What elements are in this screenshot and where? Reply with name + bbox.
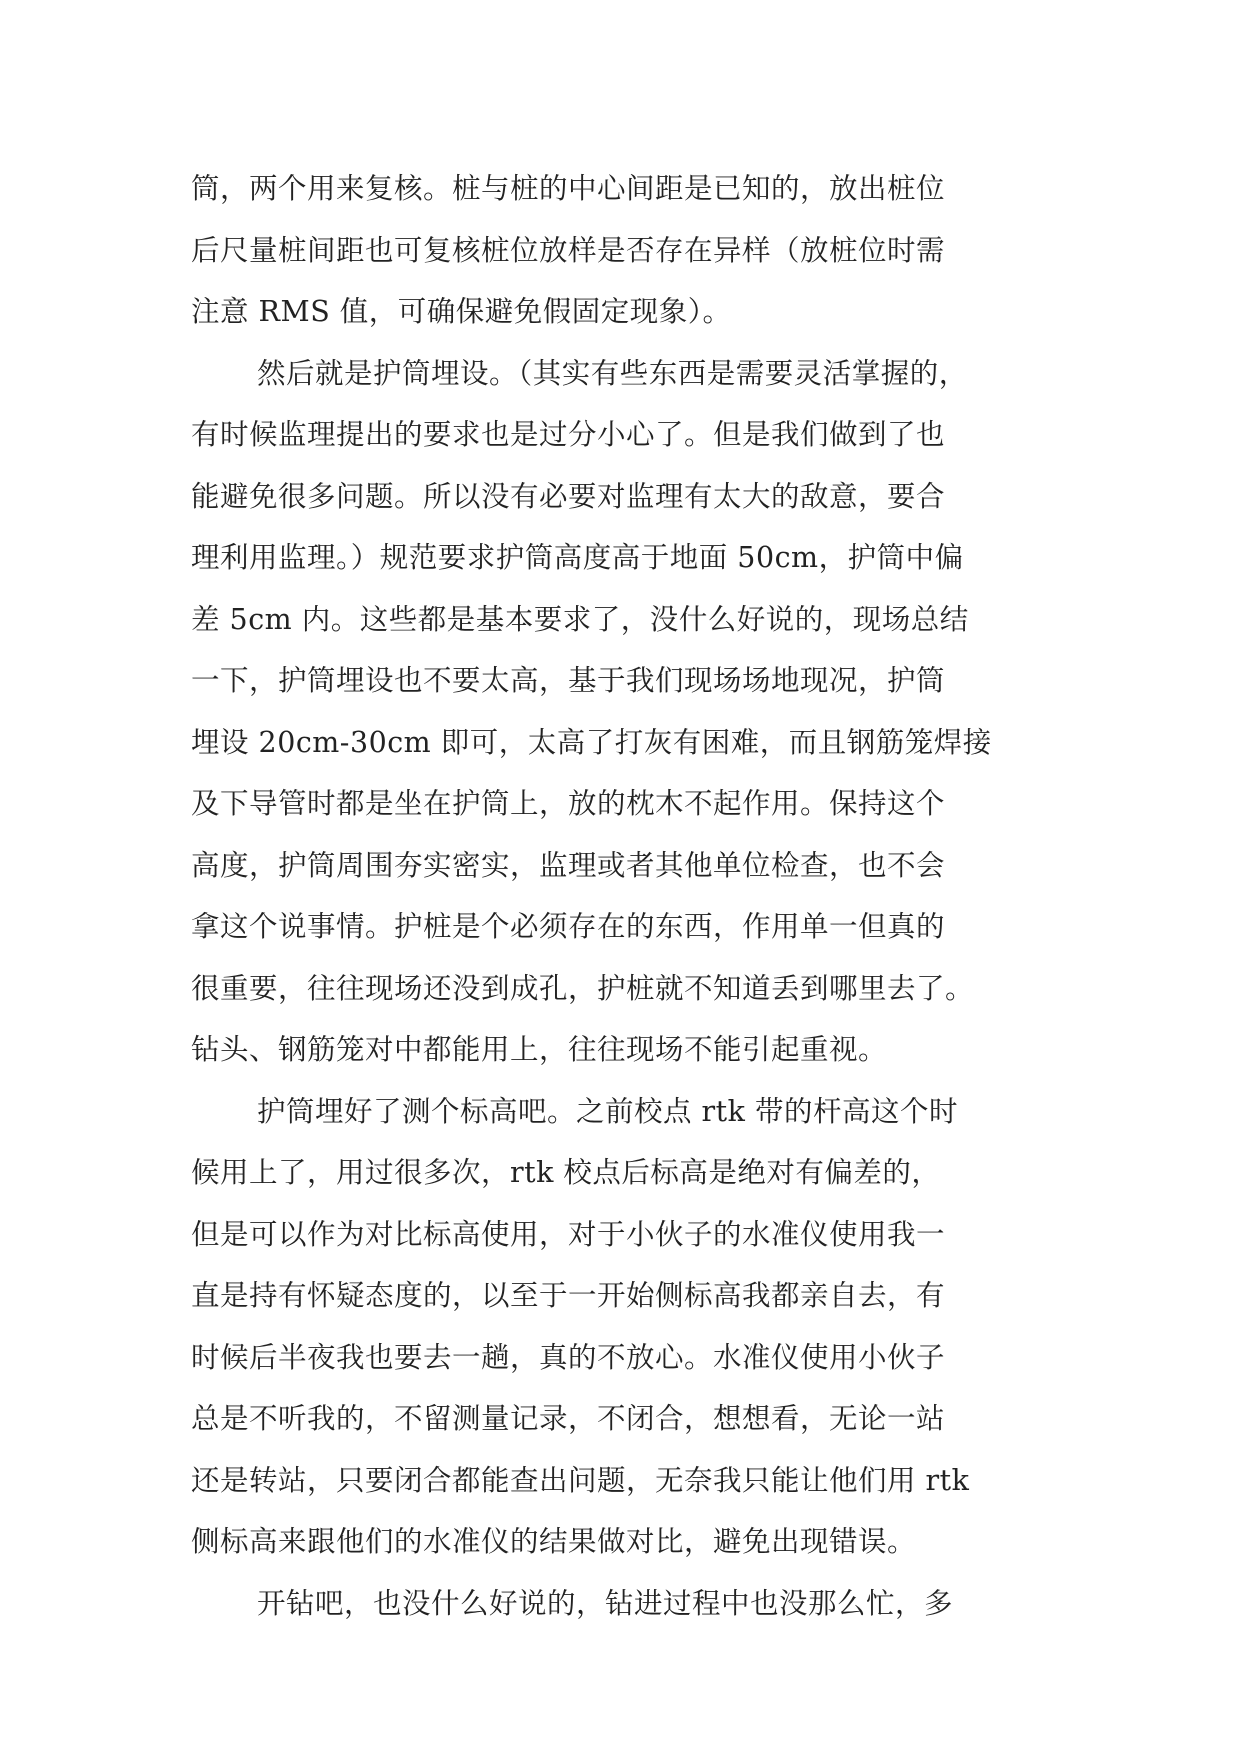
text-line: 总是不听我的，不留测量记录，不闭合，想想看，无论一站: [191, 1402, 946, 1435]
text-line: 筒，两个用来复核。桩与桩的中心间距是已知的，放出桩位: [191, 172, 946, 205]
text-line: 但是可以作为对比标高使用，对于小伙子的水准仪使用我一: [191, 1217, 946, 1251]
body-text: [191, 158, 1051, 1634]
paragraph-start-line: 然后就是护筒埋设。（其实有些东西是需要灵活掌握的，: [257, 356, 968, 390]
text-line: 候用上了，用过很多次，rtk 校点后标高是绝对有偏差的，: [191, 1156, 941, 1189]
text-line: 差 5cm 内。这些都是基本要求了，没什么好说的，现场总结: [191, 602, 969, 636]
text-line: 侧标高来跟他们的水准仪的结果做对比，避免出现错误。: [191, 1525, 917, 1558]
text-line: 高度，护筒周围夯实密实，监理或者其他单位检查，也不会: [191, 848, 946, 882]
paragraph-start-line: 护筒埋好了测个标高吧。之前校点 rtk 带的杆高这个时: [257, 1094, 958, 1128]
text-line: 及下导管时都是坐在护筒上，放的枕木不起作用。保持这个: [191, 787, 946, 820]
text-line: 很重要，往往现场还没到成孔，护桩就不知道丢到哪里去了。: [191, 971, 975, 1005]
text-line: 注意 RMS 值，可确保避免假固定现象）。: [191, 295, 732, 328]
text-line: 有时候监理提出的要求也是过分小心了。但是我们做到了也: [191, 418, 946, 451]
text-line: 还是转站，只要闭合都能查出问题，无奈我只能让他们用 rtk: [191, 1463, 970, 1497]
text-line: 埋设 20cm-30cm 即可，太高了打灰有困难，而且钢筋笼焊接: [191, 725, 992, 759]
text-line: 时候后半夜我也要去一趟，真的不放心。水准仪使用小伙子: [191, 1340, 946, 1374]
text-line: 一下，护筒埋设也不要太高，基于我们现场场地现况，护筒: [191, 664, 946, 697]
text-line: 钻头、钢筋笼对中都能用上，往往现场不能引起重视。: [191, 1033, 888, 1066]
text-line: 直是持有怀疑态度的，以至于一开始侧标高我都亲自去，有: [191, 1279, 946, 1312]
text-line: 理利用监理。）规范要求护筒高度高于地面 50cm，护筒中偏: [191, 541, 964, 574]
paragraph-start-line: 开钻吧，也没什么好说的，钻进过程中也没那么忙，多: [257, 1586, 954, 1620]
text-line: 后尺量桩间距也可复核桩位放样是否存在异样（放桩位时需: [191, 233, 946, 267]
text-line: 拿这个说事情。护桩是个必须存在的东西，作用单一但真的: [191, 910, 946, 943]
text-line: 能避免很多问题。所以没有必要对监理有太大的敌意，要合: [191, 479, 946, 513]
